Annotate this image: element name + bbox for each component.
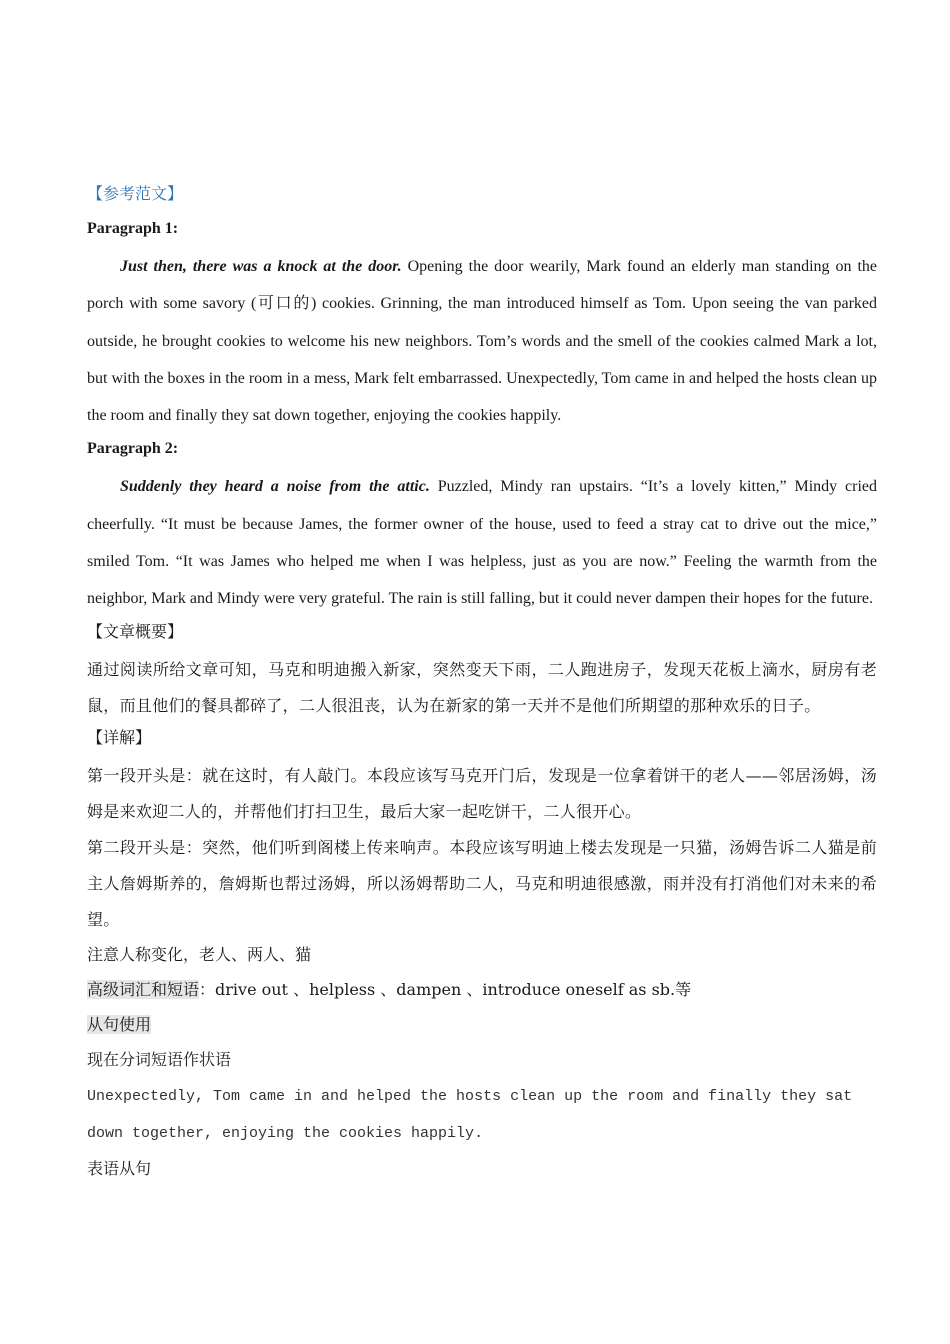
vocabulary-line [87,973,877,1008]
participle-label: 现在分词短语作状语 [87,1049,232,1069]
participle-example: Unexpectedly, Tom came in and helped the hosts clean up the room and finally they sat down together, enjoying the cookies happily. [87,1087,853,1142]
predicative-clause-label: 表语从句 [87,1158,152,1178]
detail-paragraph-1: 第一段开头是：就在这时，有人敲门。本段应该写马克开门后，发现是一位拿着饼干的老人——邻居汤姆，汤姆是来欢迎二人的，并帮他们打扫卫生，最后大家一起吃饼干，二人很开心。 [87,765,877,821]
paragraph-1-label: Paragraph 1: [87,220,179,237]
paragraph-1-body: Opening the door wearily, Mark found an elderly man standing on the porch with some savory (可口的) cookies. Grinning, the man introduced himself as Tom. Upon seeing the van parked outside, he brought cookies to welcome his new neighbors. Tom’s words and the smell of the cookies calmed Mark a lot, but with the boxes in the room in a mess, Mark felt embarrassed. Unexpectedly, Tom came in and helped the hosts clean up the room and finally they sat down together, enjoying the cookies happily. [87,258,878,425]
paragraph-2-body: Puzzled, Mindy ran upstairs. “It’s a lovely kitten,” Mindy cried cheerfully. “It must be because James, the former owner of the house, used to feed a stray cat to drive out the mice,” smiled Tom. “It was James who helped me when I was helpless, just as you are now.” Feeling the warmth from the neighbor, Mark and Mindy were very grateful. The rain is still falling, but it could never dampen their hopes for the future. [87,478,878,608]
paragraph-2-text [87,468,877,617]
person-change-note: 注意人称变化，老人、两人、猫 [87,944,312,964]
paragraph-1-lead: Just then, there was a knock at the door. [120,258,402,275]
clause-usage-label: 从句使用 [87,1014,152,1034]
paragraph-2-label: Paragraph 2: [87,440,179,458]
clause-usage-line [87,1008,877,1043]
vocabulary-text: ：drive out 、helpless 、dampen 、introduce oneself as sb.等 [199,979,692,999]
paragraph-2-lead: Suddenly they heard a noise from the attic. [120,478,430,496]
summary-text: 通过阅读所给文章可知，马克和明迪搬入新家，突然变天下雨，二人跑进房子，发现天花板上滴水，厨房有老鼠，而且他们的餐具都碎了，二人很沮丧，认为在新家的第一天并不是他们所期望的那种欢乐的日子。 [87,659,877,715]
detail-paragraph-2: 第二段开头是：突然，他们听到阁楼上传来响声。本段应该写明迪上楼去发现是一只猫，汤姆告诉二人猫是前主人詹姆斯养的，詹姆斯也帮过汤姆，所以汤姆帮助二人，马克和明迪很感激，雨并没有打消他们对未来的希望。 [87,837,877,929]
document-content [87,180,877,1187]
summary-title: 【文章概要】 [87,623,184,641]
reference-title: 【参考范文】 [87,186,184,203]
paragraph-1-text [87,248,877,434]
detail-title: 【详解】 [87,729,152,747]
vocabulary-label: 高级词汇和短语 [87,979,200,999]
